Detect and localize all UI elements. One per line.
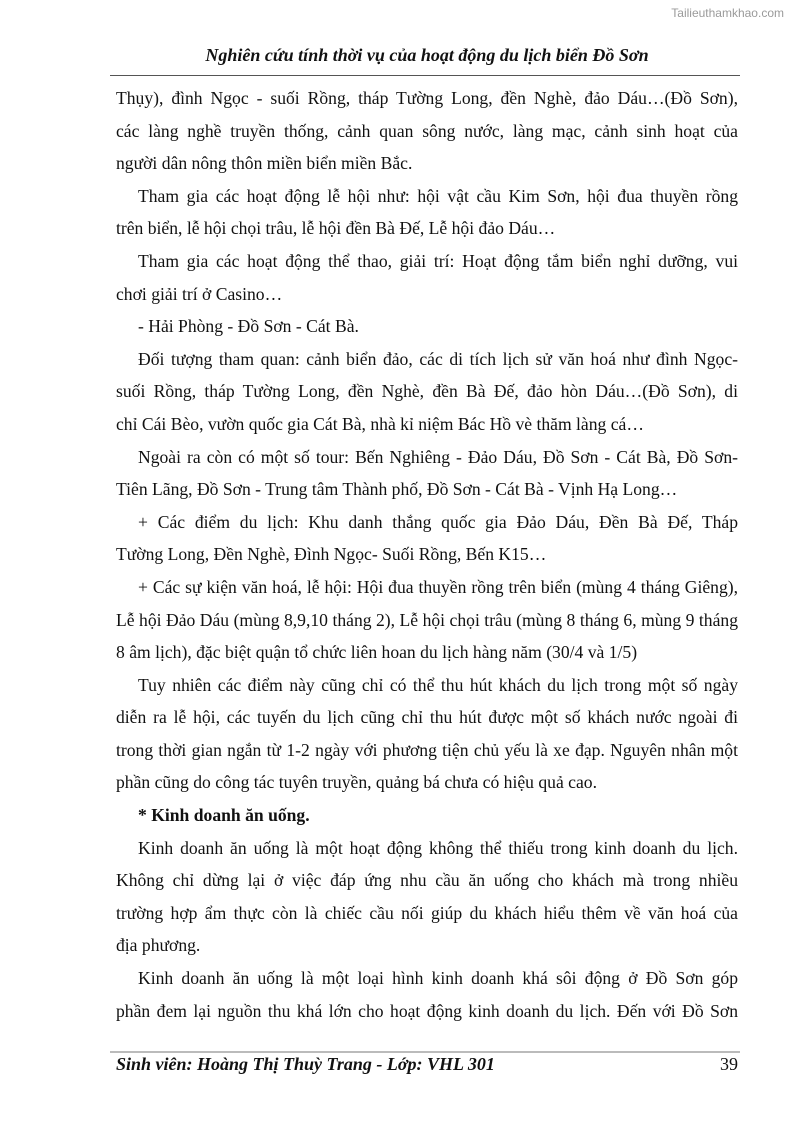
text-line: Đối tượng tham quan: cảnh biển đảo, các di tích lịch sử văn hoá như đình Ngọc- — [138, 348, 738, 369]
text-line: Kinh doanh ăn uống là một hoạt động không thể thiếu trong kinh doanh du lịch. — [138, 837, 738, 858]
section-heading — [116, 799, 738, 832]
text-line: trên biển, lễ hội chọi trâu, lễ hội đền Bà Đế, Lễ hội đảo Dáu… — [116, 218, 556, 239]
paragraph — [116, 180, 738, 245]
text-line: - Hải Phòng - Đồ Sơn - Cát Bà. — [138, 316, 359, 337]
text-line: trường hợp ẩm thực còn là chiếc cầu nối giúp du khách hiểu thêm về văn hoá của — [116, 902, 738, 923]
text-line: Tham gia các hoạt động lễ hội như: hội vật cầu Kim Sơn, hội đua thuyền rồng — [138, 185, 738, 206]
paragraph — [116, 245, 738, 310]
paragraph — [116, 441, 738, 506]
text-line: người dân nông thôn miền biển miền Bắc. — [116, 153, 413, 174]
text-line: phần đem lại nguồn thu khá lớn cho hoạt động kinh doanh du lịch. Đến với Đồ Sơn — [116, 1000, 738, 1021]
document-body — [116, 82, 738, 1027]
page-footer — [116, 1054, 738, 1075]
text-line: các làng nghề truyền thống, cảnh quan sông nước, làng mạc, cảnh sinh hoạt của — [116, 120, 738, 141]
paragraph — [116, 832, 738, 962]
header-divider — [110, 75, 740, 76]
paragraph — [116, 506, 738, 571]
page-header-title: Nghiên cứu tính thời vụ của hoạt động du lịch biển Đồ Sơn — [205, 45, 649, 65]
text-line: + Các điểm du lịch: Khu danh thắng quốc gia Đảo Dáu, Đền Bà Đế, Tháp — [138, 511, 738, 532]
text-line: chơi giải trí ở Casino… — [116, 283, 283, 304]
text-line: chỉ Cái Bèo, vườn quốc gia Cát Bà, nhà kỉ niệm Bác Hồ vè thăm làng cá… — [116, 413, 644, 434]
watermark-text: Tailieuthamkhao.com — [671, 6, 784, 20]
text-line: * Kinh doanh ăn uống. — [138, 805, 310, 826]
text-line: Ngoài ra còn có một số tour: Bến Nghiêng - Đảo Dáu, Đồ Sơn - Cát Bà, Đồ Sơn- — [138, 446, 738, 467]
footer-author: Sinh viên: Hoàng Thị Thuỳ Trang - Lớp: VHL 301 — [116, 1054, 495, 1074]
text-line: Kinh doanh ăn uống là một loại hình kinh doanh khá sôi động ở Đồ Sơn góp — [138, 968, 738, 989]
paragraph — [116, 571, 738, 669]
text-line: diễn ra lễ hội, các tuyến du lịch cũng chỉ thu hút được một số khách nước ngoài đi — [116, 707, 738, 728]
text-line: địa phương. — [116, 935, 201, 956]
paragraph — [116, 343, 738, 441]
text-line: Tuy nhiên các điểm này cũng chỉ có thể thu hút khách du lịch trong một số ngày — [138, 674, 738, 695]
paragraph — [116, 310, 738, 343]
text-line: Lễ hội Đảo Dáu (mùng 8,9,10 tháng 2), Lễ hội chọi trâu (mùng 8 tháng 6, mùng 9 tháng — [116, 609, 738, 630]
text-line: phần cũng do công tác tuyên truyền, quảng bá chưa có hiệu quả cao. — [116, 772, 597, 793]
text-line: trong thời gian ngắn từ 1-2 ngày với phương tiện chủ yếu là xe đạp. Nguyên nhân một — [116, 739, 738, 760]
paragraph — [116, 82, 738, 180]
paragraph — [116, 669, 738, 799]
text-line: + Các sự kiện văn hoá, lễ hội: Hội đua thuyền rồng trên biển (mùng 4 tháng Giêng), — [138, 576, 738, 597]
text-line: Không chỉ dừng lại ở việc đáp ứng nhu cầu ăn uống cho khách mà trong nhiều — [116, 870, 738, 891]
page-number: 39 — [720, 1054, 738, 1074]
text-line: Thụy), đình Ngọc - suối Rồng, tháp Tường Long, đền Nghè, đảo Dáu…(Đồ Sơn), — [116, 88, 738, 108]
text-line: suối Rồng, tháp Tường Long, đền Nghè, đền Bà Đế, đảo hòn Dáu…(Đồ Sơn), di — [116, 381, 738, 402]
text-line: Tiên Lãng, Đồ Sơn - Trung tâm Thành phố, Đồ Sơn - Cát Bà - Vịnh Hạ Long… — [116, 479, 678, 500]
text-line: 8 âm lịch), đặc biệt quận tổ chức liên hoan du lịch hàng năm (30/4 và 1/5) — [116, 642, 638, 663]
paragraph — [116, 962, 738, 1027]
text-line: Tham gia các hoạt động thể thao, giải trí: Hoạt động tắm biển nghỉ dưỡng, vui — [138, 250, 738, 271]
text-line: Tường Long, Đền Nghè, Đình Ngọc- Suối Rồng, Bến K15… — [116, 544, 547, 565]
footer-divider — [110, 1051, 740, 1053]
